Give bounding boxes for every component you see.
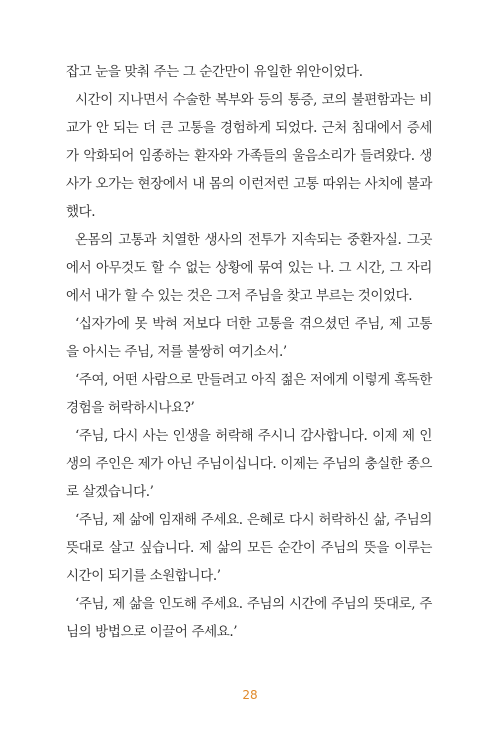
body-text — [66, 58, 432, 646]
prayer-paragraph: ‘십자가에 못 박혀 저보다 더한 고통을 겪으셨던 주님, 제 고통을 아시는 주님, 저를 불쌍히 여기소서.’ — [66, 316, 432, 360]
paragraph-continuation: 잡고 눈을 맞춰 주는 그 순간만이 유일한 위안이었다. — [66, 64, 363, 80]
prayer-paragraph: ‘주님, 제 삶을 인도해 주세요. 주님의 시간에 주님의 뜻대로, 주님의 방법으로 이끌어 주세요.’ — [66, 596, 432, 640]
prayer-paragraph: ‘주님, 다시 사는 인생을 허락해 주시니 감사합니다. 이제 제 인생의 주인은 제가 아닌 주님이십니다. 이제는 주님의 충실한 종으로 살겠습니다.’ — [66, 428, 432, 500]
prayer-paragraph: ‘주여, 어떤 사람으로 만들려고 아직 젊은 저에게 이렇게 혹독한 경험을 허락하시나요?’ — [66, 372, 432, 416]
paragraph: 온몸의 고통과 치열한 생사의 전투가 지속되는 중환자실. 그곳에서 아무것도 할 수 없는 상황에 묶여 있는 나. 그 시간, 그 자리에서 내가 할 수 있는 것은 그저 주님을 찾고 부르는 것이었다. — [66, 232, 432, 304]
prayer-paragraph: ‘주님, 제 삶에 임재해 주세요. 은혜로 다시 허락하신 삶, 주님의 뜻대로 살고 싶습니다. 제 삶의 모든 순간이 주님의 뜻을 이루는 시간이 되기를 소원합니다.’ — [66, 512, 432, 584]
paragraph: 시간이 지나면서 수술한 복부와 등의 통증, 코의 불편함과는 비교가 안 되는 더 큰 고통을 경험하게 되었다. 근처 침대에서 증세가 악화되어 임종하는 환자와 가족들의 울음소리가 들려왔다. 생사가 오가는 현장에서 내 몸의 이런저런 고통 따위는 사치에 불과했다. — [66, 92, 432, 220]
page-number: 28 — [242, 688, 258, 702]
